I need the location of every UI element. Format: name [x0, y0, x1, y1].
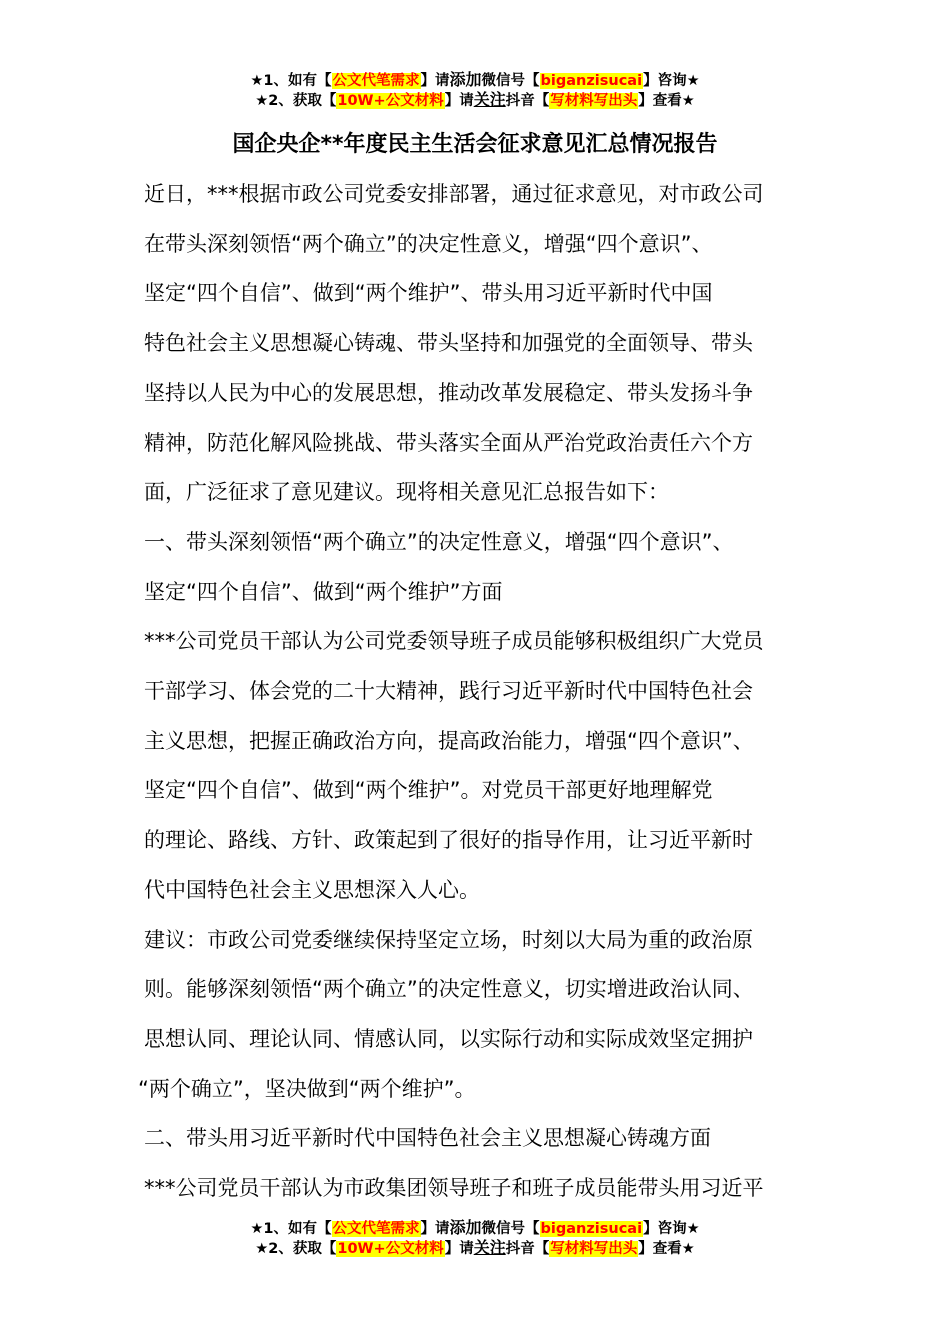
promo-highlight: 10W+公文材料	[337, 93, 444, 109]
promo-text: 】查看★	[638, 93, 695, 109]
promo-text: ★1、如有【	[250, 73, 332, 89]
body-line: 近日，***根据市政公司党委安排部署，通过征求意见，对市政公司	[144, 182, 764, 206]
suggestion-line: “两个确立”，坚决做到“两个维护”。	[138, 1076, 476, 1101]
promo-text: ★1、如有【	[250, 1221, 332, 1237]
promo-footer	[0, 1218, 950, 1258]
body-line: 代中国特色社会主义思想深入人心。	[144, 877, 480, 902]
promo-line-2	[0, 1238, 950, 1258]
body-line: 干部学习、体会党的二十大精神，践行习近平新时代中国特色社会	[144, 679, 753, 704]
suggestion-line: 则。能够深刻领悟“两个确立”的决定性意义，切实增进政治认同、	[144, 977, 754, 1002]
promo-emphasis: 添加	[449, 1218, 482, 1237]
promo-highlight: 写材料写出头	[550, 93, 638, 109]
promo-text: 】查看★	[638, 1241, 695, 1257]
promo-text: 】请	[420, 1221, 450, 1237]
body-line: 特色社会主义思想凝心铸魂、带头坚持和加强党的全面领导、带头	[144, 331, 753, 356]
promo-header	[0, 70, 950, 110]
promo-emphasis: 添加	[449, 70, 482, 89]
document-body	[138, 170, 820, 1214]
promo-text: 抖音【	[505, 1241, 550, 1257]
promo-text: ★2、获取【	[255, 1241, 337, 1257]
body-line: 主义思想，把握正确政治方向，提高政治能力，增强“四个意识”、	[144, 728, 754, 753]
promo-highlight: 公文代笔需求	[332, 1221, 420, 1237]
document-title: 国企央企**年度民主生活会征求意见汇总情况报告	[232, 132, 718, 157]
body-line: ***公司党员干部认为公司党委领导班子成员能够积极组织广大党员	[144, 629, 764, 654]
promo-text: 微信号【	[481, 1221, 540, 1237]
suggestion-line: 建议：市政公司党委继续保持坚定立场，时刻以大局为重的政治原	[144, 927, 753, 952]
promo-highlight: biganzisucai	[540, 1221, 643, 1237]
suggestion-line: 思想认同、理论认同、情感认同，以实际行动和实际成效坚定拥护	[144, 1026, 753, 1051]
promo-text: 抖音【	[505, 93, 550, 109]
body-line: 面，广泛征求了意见建议。现将相关意见汇总报告如下：	[144, 480, 669, 505]
body-line: 坚持以人民为中心的发展思想，推动改革发展稳定、带头发扬斗争	[144, 380, 753, 405]
promo-text: 微信号【	[481, 73, 540, 89]
promo-line-2	[0, 90, 950, 110]
section-heading-2: 二、带头用习近平新时代中国特色社会主义思想凝心铸魂方面	[144, 1126, 711, 1151]
section-heading-1: 一、带头深刻领悟“两个确立”的决定性意义，增强“四个意识”、	[144, 529, 734, 554]
body-line: 坚定“四个自信”、做到“两个维护”、带头用习近平新时代中国	[144, 281, 713, 306]
promo-line-1	[0, 70, 950, 90]
promo-emphasis: 关注	[473, 90, 506, 109]
promo-highlight: 公文代笔需求	[332, 73, 420, 89]
promo-text: 】咨询★	[643, 73, 700, 89]
promo-highlight: biganzisucai	[540, 73, 643, 89]
body-line: 精神，防范化解风险挑战、带头落实全面从严治党政治责任六个方	[144, 430, 753, 455]
promo-emphasis: 关注	[473, 1238, 506, 1257]
promo-highlight: 10W+公文材料	[337, 1241, 444, 1257]
promo-line-1	[0, 1218, 950, 1238]
section-heading-1-cont: 坚定“四个自信”、做到“两个维护”方面	[144, 579, 503, 604]
promo-text: 】请	[444, 93, 474, 109]
promo-text: 】请	[420, 73, 450, 89]
body-line: 在带头深刻领悟“两个确立”的决定性意义，增强“四个意识”、	[144, 231, 713, 256]
promo-text: 】咨询★	[643, 1221, 700, 1237]
body-line: 坚定“四个自信”、做到“两个维护”。对党员干部更好地理解党	[144, 778, 713, 803]
body-line: 的理论、路线、方针、政策起到了很好的指导作用，让习近平新时	[144, 828, 753, 853]
promo-highlight: 写材料写出头	[550, 1241, 638, 1257]
body-line: ***公司党员干部认为市政集团领导班子和班子成员能带头用习近平	[144, 1176, 764, 1201]
promo-text: 】请	[444, 1241, 474, 1257]
promo-text: ★2、获取【	[255, 93, 337, 109]
